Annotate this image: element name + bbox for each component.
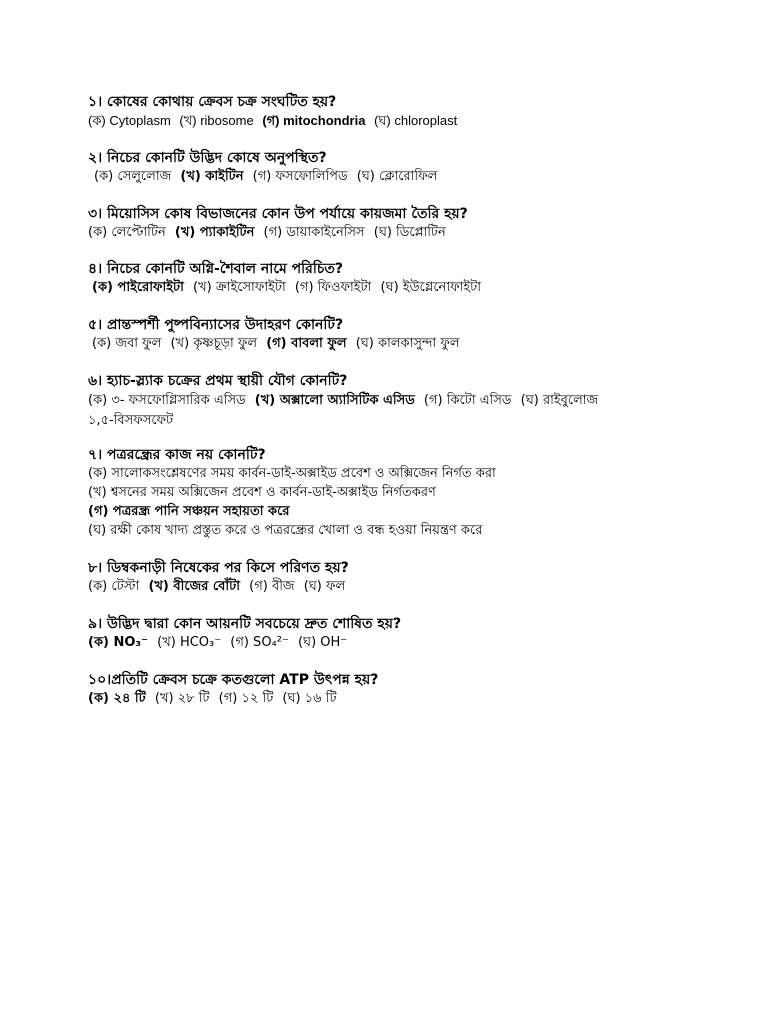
option-line [88, 577, 345, 597]
option-gha: (ঘ) ইউগ্লেনোফাইটা [380, 280, 481, 295]
option-line [92, 278, 481, 298]
option-kha: (খ) ribosome [179, 113, 254, 128]
option-line [88, 391, 598, 411]
option-ka-correct: (ক) ২৪ টি [88, 691, 146, 706]
option-gha: (ঘ) ১৬ টি [282, 691, 337, 706]
option-line [88, 502, 289, 522]
option-ka: (ক) Cytoplasm [88, 113, 171, 128]
option-ga: (গ) বীজ [249, 579, 295, 594]
option-ga: (গ) ফসফোলিপিড [252, 169, 348, 184]
option-line [88, 111, 457, 131]
option-gha: (ঘ) ডিপ্লোটিন [373, 225, 446, 240]
option-ka-correct: (ক) NO₃⁻ [88, 635, 148, 650]
option-kha-correct: (খ) বীজের বোঁটা [148, 579, 241, 594]
option-ga: (গ) ডায়াকাইনেসিস [263, 225, 365, 240]
option-line [88, 223, 446, 243]
option-ka-correct: (ক) পাইরোফাইটা [92, 280, 184, 295]
option-kha: (খ) কৃষ্ণচূড়া ফুল [170, 336, 258, 351]
option-ka: (ক) ৩- ফসফোগ্লিসারিক এসিড [88, 393, 246, 408]
option-ga-correct: (গ) mitochondria [262, 113, 366, 128]
option-ga: (গ) ফিওফাইটা [294, 280, 372, 295]
option-ga: (গ) ১২ টি [218, 691, 274, 706]
option-kha-correct: (খ) প্যাকাইটিন [174, 225, 255, 240]
option-ka: (ক) জবা ফুল [92, 336, 162, 351]
question-title: ২। নিচের কোনটি উদ্ভিদ কোষে অনুপস্থিত? [88, 150, 327, 166]
option-kha: (খ) শ্বসনের সময় অক্সিজেন প্রবেশ ও কার্বন-ডাই-অক্সাইড নির্গতকরণ [88, 485, 436, 500]
option-kha: (খ) ২৮ টি [154, 691, 210, 706]
option-line [92, 334, 460, 354]
option-ka: (ক) সেলুলোজ [94, 169, 172, 184]
option-kha: (খ) ক্রাইসোফাইটা [193, 280, 286, 295]
option-kha-correct: (খ) কাইটিন [180, 169, 244, 184]
option-ga-correct: (গ) পত্ররন্ধ্র পানি সঞ্চয়ন সহায়তা করে [88, 504, 290, 519]
question-title: ৪। নিচের কোনটি অগ্নি-শৈবাল নামে পরিচিত? [88, 261, 344, 277]
option-line [88, 633, 347, 653]
option-line [88, 689, 337, 709]
option-ka: (ক) টেস্টা [88, 579, 140, 594]
option-gha: (ঘ) কালকাসুন্দা ফুল [355, 336, 460, 351]
question-title: ৫। প্রান্তস্পর্শী পুষ্পবিন্যাসের উদাহরণ কোনটি? [88, 317, 344, 333]
question-title: ৭। পত্ররন্ধ্রের কাজ নয় কোনটি? [88, 447, 266, 463]
option-gha: (ঘ) chloroplast [374, 113, 458, 128]
question-title: ৬। হ্যাচ-স্ল্যাক চক্রের প্রথম স্থায়ী যৌগ কোনটি? [88, 373, 348, 389]
option-line [88, 464, 496, 484]
option-gha: (ঘ) ক্লোরোফিল [356, 169, 438, 184]
option-ga: (গ) SO₄²⁻ [230, 635, 289, 650]
option-line [94, 167, 437, 187]
option-ga-correct: (গ) বাবলা ফুল [266, 336, 347, 351]
option-gha: (ঘ) OH⁻ [297, 635, 348, 650]
option-gha-continued: ১,৫-বিসফসফেট [88, 413, 174, 428]
question-title: ১০।প্রতিটি ক্রেবস চক্রে কতগুলো ATP উৎপন্ন হয়? [88, 672, 379, 688]
option-ga: (গ) কিটো এসিড [423, 393, 512, 408]
question-title: ১। কোষের কোথায় ক্রেবস চক্র সংঘটিত হয়? [88, 94, 337, 110]
option-ka: (ক) লেপ্টোটিন [88, 225, 166, 240]
option-ka: (ক) সালোকসংশ্লেষণের সময় কার্বন-ডাই-অক্সাইড প্রবেশ ও অক্সিজেন নির্গত করা [88, 466, 496, 481]
option-line [88, 521, 482, 541]
option-gha: (ঘ) ফল [303, 579, 346, 594]
option-gha: (ঘ) রাইবুলোজ [520, 393, 599, 408]
option-gha: (ঘ) রক্ষী কোষ খাদ্য প্রস্তুত করে ও পত্ররন্ধ্রের খোলা ও বন্ধ হওয়া নিয়ন্ত্রণ করে [88, 523, 483, 538]
question-title: ৮। ডিম্বকনাড়ী নিষেকের পর কিসে পরিণত হয়? [88, 560, 349, 576]
question-title: ৩। মিয়োসিস কোষ বিভাজনের কোন উপ পর্যায়ে কায়জমা তৈরি হয়? [88, 206, 468, 222]
option-kha: (খ) HCO₃⁻ [157, 635, 222, 650]
question-title: ৯। উদ্ভিদ দ্বারা কোন আয়নটি সবচেয়ে দ্রুত শোষিত হয়? [88, 616, 402, 632]
option-kha-correct: (খ) অক্সালো অ্যাসিটিক এসিড [254, 393, 415, 408]
option-line-continued [88, 411, 173, 431]
option-line [88, 483, 436, 503]
